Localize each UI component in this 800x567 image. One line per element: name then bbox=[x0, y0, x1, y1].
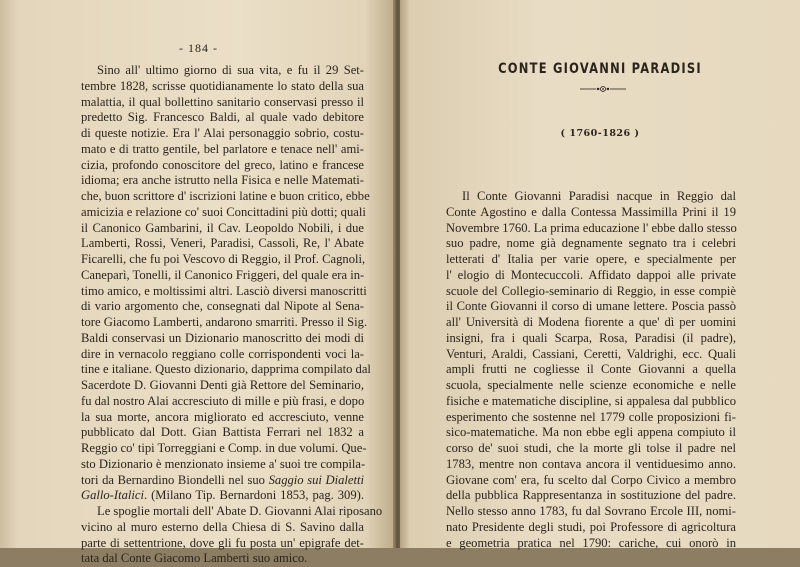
italic-book-title-cont: Gallo-Italici bbox=[81, 488, 144, 503]
italic-book-title: Saggio sui Dialetti bbox=[268, 472, 365, 487]
chapter-title: CONTE GIOVANNI PARADISI bbox=[498, 61, 702, 77]
text-line: Nello stesso anno 1783, fu dal Sovrano Ercole III, nomi- bbox=[446, 504, 736, 518]
text-line: cizia, profondo conoscitore del greco, latino e francese bbox=[81, 157, 364, 172]
text-fragment: tori da Bernardino Biondelli nel suo bbox=[81, 472, 265, 487]
text-line: idioma; era anche istrutto nella Fisica e nelle Matemati- bbox=[81, 173, 364, 188]
text-line: sto Dizionario è menzionato insieme a' suoi tre compila- bbox=[81, 456, 366, 471]
text-line-with-italic-title bbox=[81, 473, 364, 489]
text-line: che, buon scrittore d' iscrizioni latine e buon critico, ebbe bbox=[81, 189, 370, 203]
text-line: tore Giacomo Lamberti, andarono smarriti. Presso il Sig. bbox=[81, 315, 368, 329]
ornament-divider-icon bbox=[578, 83, 628, 95]
text-line: Lamberti, Rossi, Veneri, Paradisi, Cassoli, Re, l' Abate bbox=[81, 236, 364, 251]
chapter-dates: ( 1760-1826 ) bbox=[560, 128, 640, 139]
text-line: Conte Agostino e dalla Contessa Massimilla Prini il 19 bbox=[446, 204, 736, 219]
text-line: nato Presidente degli studi, poi Professore di agricoltura bbox=[446, 519, 736, 534]
text-line: fisiche e matematiche discipline, si appalesa dal pubblico bbox=[446, 393, 736, 408]
text-line: Novembre 1760. La prima educazione l' ebbe dallo stesso bbox=[446, 220, 737, 235]
text-line: timo amico, e moltissimi altri. Lasciò diversi manoscritti bbox=[81, 283, 367, 298]
text-line: Baldi conservasi un Dizionario manoscritto dei modi di bbox=[81, 330, 364, 345]
text-line: di queste notizie. Era l' Alai personaggio sobrio, costu- bbox=[81, 126, 364, 140]
text-line: Reggio co' tipi Torreggiani e Comp. in due volumi. Que- bbox=[81, 441, 367, 455]
text-line: fu dal nostro Alai accresciuto di mille e più frasi, e dopo bbox=[81, 393, 365, 408]
text-line: ampli frutti ne cogliesse il Conte Giovanni a quella bbox=[446, 362, 736, 377]
text-line: tine e italiane. Questo dizionario, dapprima compilato dal bbox=[81, 362, 371, 377]
text-line: predetto Sig. Francesco Baldi, al quale vado debitore bbox=[81, 110, 364, 125]
text-line: e geometria pratica nel 1790: cariche, cui onorò in bbox=[446, 535, 736, 550]
text-line: amicizia e relazione co' suoi Concittadini più dotti; quali bbox=[81, 204, 366, 219]
text-line-with-italic-title bbox=[81, 488, 364, 504]
text-line: all' Università di Modena fiorente a que' dì per uomini bbox=[446, 315, 736, 329]
text-line: Caneparì, Tonelli, il Canonico Friggeri, del quale era in- bbox=[81, 267, 365, 282]
text-line: Sino all' ultimo giorno di sua vita, e fu il 29 Set- bbox=[97, 63, 364, 77]
text-line: Il Conte Giovanni Paradisi nacque in Reggio dal bbox=[462, 189, 736, 203]
text-line: insigni, fra i quali Scarpa, Rosa, Paradisi (il padre), bbox=[446, 330, 736, 345]
text-line: dire in vernacolo reggiano colle corrispondenti voci la- bbox=[81, 346, 364, 361]
left-page bbox=[0, 0, 397, 566]
text-line: il Canonico Gambarini, il Cav. Leopoldo Nobili, i due bbox=[81, 220, 364, 235]
text-line: scuola, specialmente nelle scienze economiche e nelle bbox=[446, 378, 736, 392]
text-line: tembre 1828, scrisse quotidianamente lo stato della sua bbox=[81, 78, 364, 93]
text-fragment: . (Milano Tip. Bernardoni 1853, pag. 309). bbox=[143, 488, 364, 503]
text-line: sico-matematiche. Ma non ebbe egli appena compiuto il bbox=[446, 425, 736, 440]
text-line: vicino al muro esterno della Chiesa di S. Savino dalla bbox=[81, 519, 364, 534]
text-line: l' elogio di Montecuccoli. Affidato dappoi alle private bbox=[446, 267, 736, 282]
text-line: parte di settentrione, dove gli fu posta un' epigrafe det- bbox=[81, 535, 364, 550]
text-line: letterati d' Italia per varie opere, e specialmente per bbox=[446, 252, 736, 266]
text-line: di vario argomento che, consegnati dal Nipote al Sena- bbox=[81, 299, 364, 314]
text-line: 1783, mentre non contava ancora il ventiduesimo anno. bbox=[446, 456, 736, 471]
text-line: della pubblica Rappresentanza in sostituzione del padre. bbox=[446, 488, 736, 503]
left-page-text bbox=[81, 63, 383, 567]
text-line: la sua morte, ancora migliorato ed accresciuto, venne bbox=[81, 409, 364, 424]
right-page bbox=[400, 0, 800, 548]
text-line: malattia, il qual bollettino sanitario conservasi presso il bbox=[81, 94, 364, 109]
text-line: mato e di tratto gentile, bel parlatore e tenace nell' ami- bbox=[81, 141, 364, 156]
text-line: il Conte Giovanni il corso di umane lettere. Poscia passò bbox=[446, 299, 736, 314]
text-line: Le spoglie mortali dell' Abate D. Giovanni Alai riposano bbox=[97, 504, 383, 518]
text-line: tata dal Conte Giacomo Lamberti suo amico. bbox=[81, 551, 308, 566]
text-line: Giovane com' era, fu scelto dal Corpo Civico a membro bbox=[446, 472, 736, 487]
text-line: scuole del Collegio-seminario di Reggio, in esse compiè bbox=[446, 283, 736, 298]
text-line: Venturi, Araldi, Cassiani, Ceretti, Valdrighi, ecc. Quali bbox=[446, 346, 736, 361]
text-line: Ficarelli, che fu poi Vescovo di Reggio, il Prof. Cagnoli, bbox=[81, 252, 366, 266]
page-number: - 184 - bbox=[179, 41, 218, 55]
text-line: corso de' suoi studi, che la morte gli tolse il padre nel bbox=[446, 441, 736, 455]
text-line: Sacerdote D. Giovanni Denti già Rettore del Seminario, bbox=[81, 378, 364, 392]
text-line: pubblicato dal Dott. Gian Battista Ferrari nel 1832 a bbox=[81, 425, 364, 440]
text-line: esperimento che sostenne nel 1779 colle proposizioni fi- bbox=[446, 409, 736, 424]
text-line: suo padre, nome già degnamente segnato tra i celebri bbox=[446, 236, 736, 251]
right-page-text bbox=[446, 189, 736, 551]
